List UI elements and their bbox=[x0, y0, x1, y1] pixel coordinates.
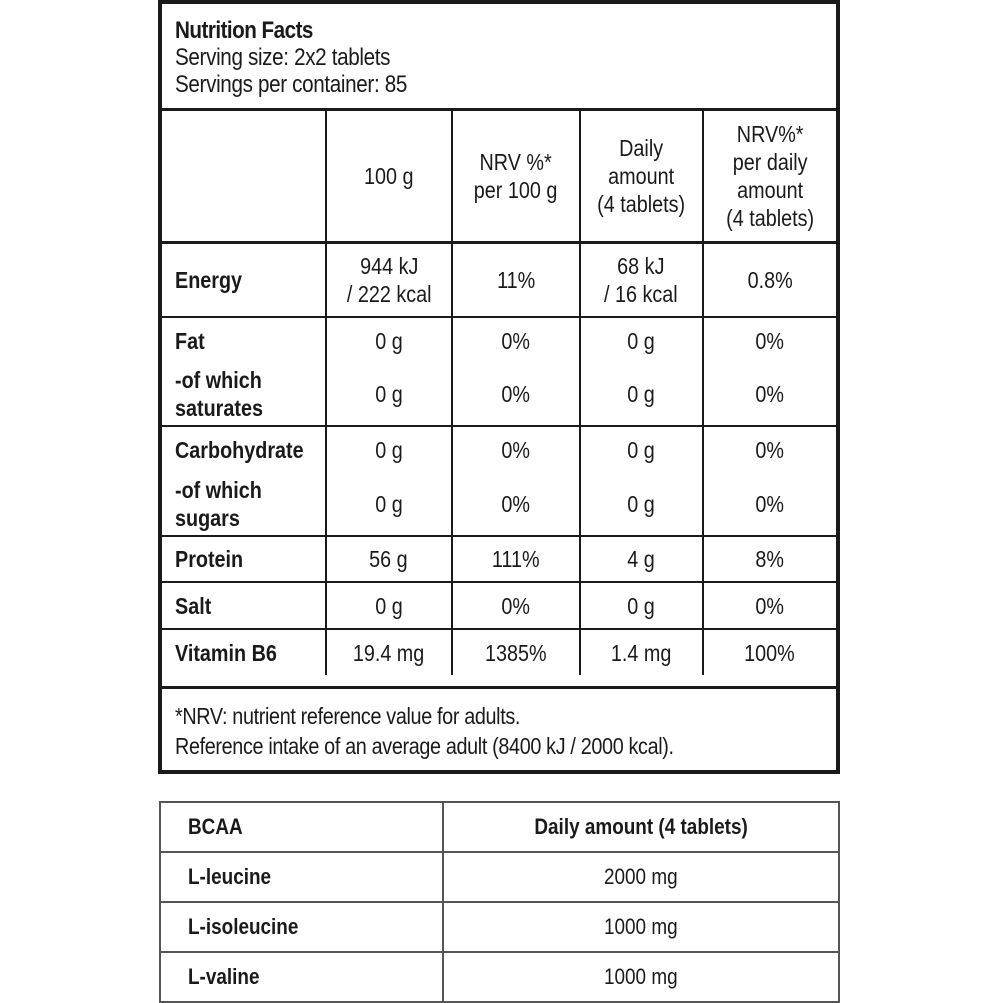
cell-text bbox=[611, 639, 671, 667]
servings-per-container: Servings per container: 85 bbox=[175, 71, 407, 98]
amino-acid-name bbox=[160, 952, 443, 1002]
cell-line: 19.4 mg bbox=[353, 639, 425, 666]
cell-text bbox=[502, 380, 531, 408]
nutrient-value-nrv100g bbox=[452, 426, 579, 472]
cell-text bbox=[627, 545, 655, 573]
cell-line: 4 g bbox=[627, 546, 655, 572]
cell-line: 0% bbox=[755, 490, 785, 517]
nrv-footnote bbox=[162, 686, 836, 770]
nutrient-value-daily bbox=[580, 243, 703, 318]
cell-text bbox=[375, 436, 403, 464]
nutrient-value-daily bbox=[580, 536, 703, 582]
cell-text bbox=[755, 490, 784, 518]
cell-text bbox=[627, 327, 655, 355]
cell-line: 0 g bbox=[627, 436, 655, 463]
column-header-per-100g bbox=[326, 111, 453, 243]
bcaa-header-amount bbox=[443, 802, 839, 852]
cell-line: 0 g bbox=[627, 490, 655, 517]
nutrient-value-per100g bbox=[326, 243, 453, 318]
nutrient-value-nrvDaily bbox=[703, 536, 836, 582]
nutrition-facts-panel bbox=[158, 0, 840, 774]
header-text: Daily amount (4 tablets) bbox=[534, 814, 748, 839]
cell-text: L-valine bbox=[188, 964, 260, 989]
nutrition-row bbox=[162, 472, 836, 536]
column-header-nrv-per-daily bbox=[703, 111, 836, 243]
cell-text bbox=[755, 592, 784, 620]
nutrient-value-per100g bbox=[326, 472, 453, 536]
cell-text bbox=[627, 436, 655, 464]
cell-line: Fat bbox=[175, 327, 205, 354]
cell-line: saturates bbox=[175, 395, 263, 421]
nutrient-name bbox=[162, 426, 326, 472]
cell-text bbox=[485, 639, 547, 667]
nutrient-name bbox=[162, 317, 326, 363]
cell-text bbox=[755, 327, 784, 355]
cell-text bbox=[755, 436, 784, 464]
header-line: per daily bbox=[732, 149, 808, 175]
cell-line: -of which bbox=[175, 476, 262, 503]
nutrient-value-per100g bbox=[326, 629, 453, 675]
cell-line: 0% bbox=[501, 592, 531, 619]
nutrient-value-daily bbox=[580, 426, 703, 472]
cell-text bbox=[375, 490, 403, 518]
nutrient-value-per100g bbox=[326, 536, 453, 582]
cell-text bbox=[175, 366, 263, 422]
cell-text bbox=[502, 327, 531, 355]
cell-line: Carbohydrate bbox=[175, 436, 304, 463]
cell-line: 0 g bbox=[375, 490, 403, 517]
cell-text bbox=[755, 545, 784, 573]
nutrition-row bbox=[162, 243, 836, 318]
nutrition-row bbox=[162, 426, 836, 472]
nutrient-value-nrvDaily bbox=[703, 472, 836, 536]
nutrient-value-nrvDaily bbox=[703, 317, 836, 363]
nutrient-value-nrv100g bbox=[452, 629, 579, 675]
cell-line: 0 g bbox=[375, 327, 403, 354]
header-line: Daily bbox=[619, 135, 664, 161]
nutrient-value-nrvDaily bbox=[703, 243, 836, 318]
column-header-nutrient bbox=[162, 111, 326, 243]
nutrition-row bbox=[162, 536, 836, 582]
header-line: (4 tablets) bbox=[597, 191, 686, 217]
header-line: NRV %* bbox=[479, 149, 552, 175]
cell-text bbox=[375, 592, 403, 620]
nutrient-value-daily bbox=[580, 317, 703, 363]
cell-line: 0% bbox=[755, 592, 785, 619]
header-line: NRV%* bbox=[736, 121, 804, 147]
cell-text bbox=[604, 252, 678, 308]
cell-line: 0% bbox=[501, 381, 531, 407]
nutrient-name bbox=[162, 472, 326, 536]
nutrient-value-per100g bbox=[326, 426, 453, 472]
cell-text bbox=[375, 380, 403, 408]
cell-line: 111% bbox=[492, 546, 540, 572]
cell-line: Protein bbox=[175, 546, 244, 572]
nutrient-value-nrvDaily bbox=[703, 363, 836, 426]
cell-line: 1385% bbox=[485, 639, 547, 666]
cell-text: 1000 mg bbox=[604, 914, 678, 939]
nutrient-value-per100g bbox=[326, 582, 453, 629]
nutrition-row bbox=[162, 363, 836, 426]
cell-text bbox=[747, 266, 792, 294]
serving-size: Serving size: 2x2 tablets bbox=[175, 44, 391, 71]
cell-line: 0% bbox=[755, 327, 785, 354]
cell-line: 0 g bbox=[375, 592, 403, 619]
nutrition-header bbox=[162, 4, 836, 111]
cell-line: sugars bbox=[175, 504, 240, 531]
nutrient-value-nrv100g bbox=[452, 582, 579, 629]
cell-line: 1.4 mg bbox=[610, 639, 672, 666]
cell-text bbox=[502, 436, 531, 464]
header-text bbox=[474, 148, 558, 204]
cell-text bbox=[370, 545, 408, 573]
cell-line: 8% bbox=[755, 546, 785, 572]
header-line: (4 tablets) bbox=[725, 205, 814, 231]
cell-line: / 222 kcal bbox=[346, 281, 432, 307]
cell-line: 0 g bbox=[627, 327, 655, 354]
header-text bbox=[726, 120, 814, 232]
nutrient-value-per100g bbox=[326, 317, 453, 363]
amino-acid-name bbox=[160, 902, 443, 952]
cell-line: 11% bbox=[496, 267, 535, 293]
nutrient-value-nrv100g bbox=[452, 472, 579, 536]
nutrient-name bbox=[162, 243, 326, 318]
cell-text bbox=[175, 545, 243, 573]
nutrient-value-nrv100g bbox=[452, 243, 579, 318]
cell-line: 0% bbox=[501, 327, 531, 354]
cell-line: 0 g bbox=[627, 381, 655, 407]
cell-line: 0% bbox=[501, 490, 531, 517]
nutrition-table bbox=[162, 111, 836, 675]
cell-line: Salt bbox=[175, 592, 212, 619]
bcaa-table bbox=[159, 801, 840, 1003]
cell-line: 0 g bbox=[627, 592, 655, 619]
cell-text bbox=[755, 380, 784, 408]
cell-text bbox=[347, 252, 432, 308]
header-text bbox=[597, 134, 685, 218]
cell-line: Energy bbox=[175, 267, 243, 293]
nutrient-name bbox=[162, 363, 326, 426]
nutrient-value-nrvDaily bbox=[703, 426, 836, 472]
cell-line: Vitamin B6 bbox=[175, 639, 277, 666]
cell-line: 100% bbox=[744, 639, 796, 666]
cell-text bbox=[175, 592, 211, 620]
header-text: BCAA bbox=[188, 814, 243, 839]
nutrient-value-daily bbox=[580, 582, 703, 629]
cell-text bbox=[175, 327, 205, 355]
bcaa-row bbox=[160, 852, 839, 902]
cell-text bbox=[175, 436, 304, 464]
nutrition-title: Nutrition Facts bbox=[175, 17, 313, 44]
cell-line: 0% bbox=[501, 436, 531, 463]
nutrient-name bbox=[162, 629, 326, 675]
cell-text bbox=[175, 639, 277, 667]
bcaa-row bbox=[160, 902, 839, 952]
nutrient-name bbox=[162, 536, 326, 582]
nutrient-value-nrvDaily bbox=[703, 629, 836, 675]
cell-text bbox=[627, 490, 655, 518]
cell-text bbox=[627, 380, 655, 408]
amino-acid-amount bbox=[443, 902, 839, 952]
cell-text: 1000 mg bbox=[604, 964, 678, 989]
cell-text bbox=[502, 592, 531, 620]
cell-text bbox=[353, 639, 424, 667]
cell-line: 56 g bbox=[369, 546, 409, 572]
cell-line: -of which bbox=[175, 367, 262, 393]
column-header-nrv-per-100g bbox=[452, 111, 579, 243]
header-line: amount bbox=[608, 163, 675, 189]
amino-acid-amount bbox=[443, 952, 839, 1002]
amino-acid-name bbox=[160, 852, 443, 902]
nutrient-value-per100g bbox=[326, 363, 453, 426]
nutrition-column-headers bbox=[162, 111, 836, 243]
column-header-daily-amount bbox=[580, 111, 703, 243]
nutrient-name bbox=[162, 582, 326, 629]
cell-line: 0% bbox=[755, 436, 785, 463]
bcaa-row bbox=[160, 952, 839, 1002]
cell-line: 0% bbox=[755, 381, 785, 407]
cell-text bbox=[492, 545, 540, 573]
cell-line: 0 g bbox=[375, 436, 403, 463]
cell-text bbox=[497, 266, 535, 294]
header-line: per 100 g bbox=[474, 177, 558, 203]
cell-text bbox=[744, 639, 795, 667]
cell-text bbox=[175, 266, 242, 294]
cell-text bbox=[502, 490, 531, 518]
nutrient-value-daily bbox=[580, 363, 703, 426]
cell-line: 68 kJ bbox=[617, 253, 665, 279]
cell-line: 0.8% bbox=[747, 267, 793, 293]
bcaa-header-name bbox=[160, 802, 443, 852]
header-line: amount bbox=[736, 177, 803, 203]
cell-line: 944 kJ bbox=[359, 253, 418, 279]
header-text: 100 g bbox=[364, 163, 414, 189]
cell-line: 0 g bbox=[375, 381, 403, 407]
cell-text: 2000 mg bbox=[604, 864, 678, 889]
footnote-reference-intake: Reference intake of an average adult (8400 kJ / 2000 kcal). bbox=[175, 733, 674, 759]
cell-line: / 16 kcal bbox=[604, 281, 678, 307]
nutrition-row bbox=[162, 629, 836, 675]
cell-text: L-leucine bbox=[188, 864, 272, 889]
nutrient-value-daily bbox=[580, 629, 703, 675]
nutrient-value-nrv100g bbox=[452, 536, 579, 582]
nutrient-value-nrv100g bbox=[452, 363, 579, 426]
amino-acid-amount bbox=[443, 852, 839, 902]
nutrition-row bbox=[162, 582, 836, 629]
bcaa-header-row bbox=[160, 802, 839, 852]
nutrition-row bbox=[162, 317, 836, 363]
cell-text: L-isoleucine bbox=[188, 914, 299, 939]
cell-text bbox=[627, 592, 655, 620]
footnote-nrv-definition: *NRV: nutrient reference value for adults. bbox=[175, 703, 521, 729]
cell-text bbox=[375, 327, 403, 355]
cell-text bbox=[175, 476, 262, 532]
nutrient-value-daily bbox=[580, 472, 703, 536]
nutrient-value-nrv100g bbox=[452, 317, 579, 363]
nutrient-value-nrvDaily bbox=[703, 582, 836, 629]
